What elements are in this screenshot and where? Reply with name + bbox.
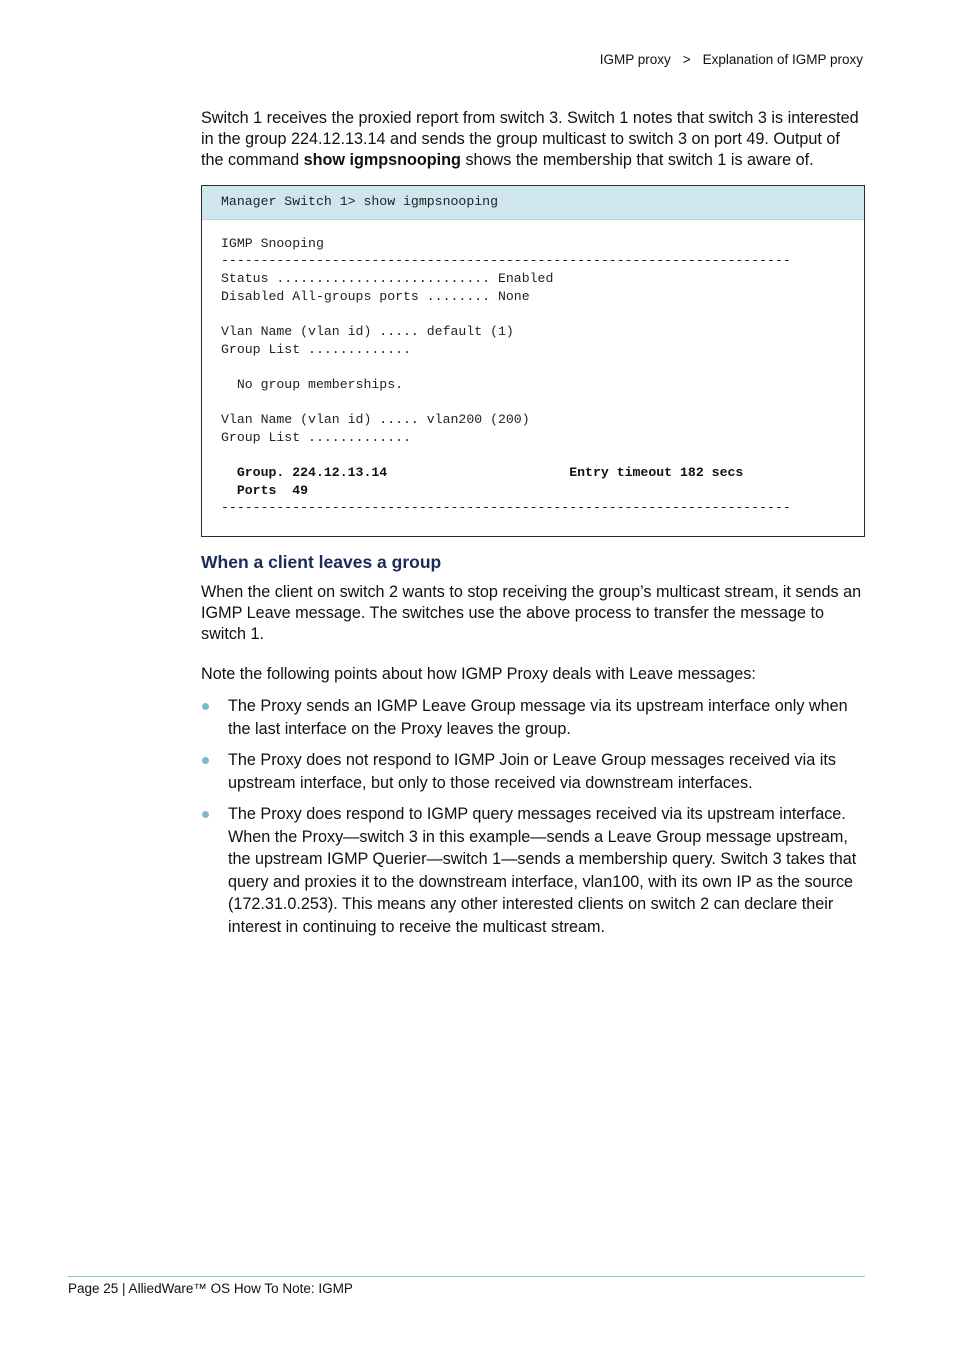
intro-command: show igmpsnooping — [303, 151, 461, 169]
section-paragraph-2: Note the following points about how IGMP Proxy deals with Leave messages: — [201, 665, 756, 683]
footer-divider — [68, 1276, 865, 1277]
header-subsection: Explanation of IGMP proxy — [702, 52, 863, 67]
code-line-group-list-1: Group List ............. — [221, 342, 411, 357]
list-item-text: The Proxy does not respond to IGMP Join or Leave Group messages received via its upstream interface, but only to those received via downstream interfaces. — [228, 751, 836, 792]
code-line-ports: Ports 49 — [221, 483, 309, 498]
page-footer: Page 25 | AlliedWare™ OS How To Note: IGMP — [68, 1281, 353, 1296]
code-divider-bottom: ------------------------------------------------------------------------ — [221, 500, 791, 515]
list-item — [201, 803, 865, 939]
intro-text-after: shows the membership that switch 1 is aware of. — [460, 151, 814, 169]
code-line-vlan-default: Vlan Name (vlan id) ..... default (1) — [221, 324, 514, 339]
code-line-disabled-ports: Disabled All-groups ports ........ None — [221, 289, 530, 304]
code-line-title: IGMP Snooping — [221, 236, 324, 251]
code-line-status: Status ........................... Enabled — [221, 271, 554, 286]
intro-text-before: Switch 1 receives the proxied report from switch 3. Switch 1 notes that switch 3 is interested in the group 224.12.13.14 and sends the group multicast to switch 3 on port 49. Output of the command — [201, 109, 859, 169]
header-separator: > — [682, 52, 691, 67]
intro-paragraph — [201, 108, 865, 171]
list-item — [201, 749, 865, 795]
section-paragraph-1: When the client on switch 2 wants to stop receiving the group’s multicast stream, it sends an IGMP Leave message. The switches use the above process to transfer the message to switch 1. — [201, 583, 862, 643]
bullet-icon — [202, 703, 209, 710]
section-heading: When a client leaves a group — [201, 552, 442, 572]
command-output-box — [201, 185, 865, 537]
code-line-vlan200: Vlan Name (vlan id) ..... vlan200 (200) — [221, 412, 530, 427]
bullet-icon — [202, 811, 209, 818]
header-section: IGMP proxy — [599, 52, 671, 67]
code-divider-top: ------------------------------------------------------------------------ — [221, 253, 791, 268]
running-header — [600, 52, 863, 67]
code-line-group-entry: Group. 224.12.13.14 Entry timeout 182 secs — [221, 465, 744, 480]
bullet-icon — [202, 757, 209, 764]
list-item — [201, 695, 865, 741]
code-line-group-list-2: Group List ............. — [221, 430, 411, 445]
command-line: Manager Switch 1> show igmpsnooping — [221, 194, 498, 209]
list-item-text: The Proxy does respond to IGMP query messages received via its upstream interface. When the Proxy—switch 3 in this example—sends a Leave Group message upstream, the upstream IGMP Querier—switch 1—sends a membership query. Switch 3 takes that query and proxies it to the downstream interface, vlan100, with its own IP as the source (172.31.0.253). This means any other interested clients on switch 2 can declare their interest in continuing to receive the multicast stream. — [228, 805, 857, 936]
list-item-text: The Proxy sends an IGMP Leave Group message via its upstream interface only when the last interface on the Proxy leaves the group. — [228, 697, 848, 738]
code-line-no-memberships: No group memberships. — [221, 377, 404, 392]
